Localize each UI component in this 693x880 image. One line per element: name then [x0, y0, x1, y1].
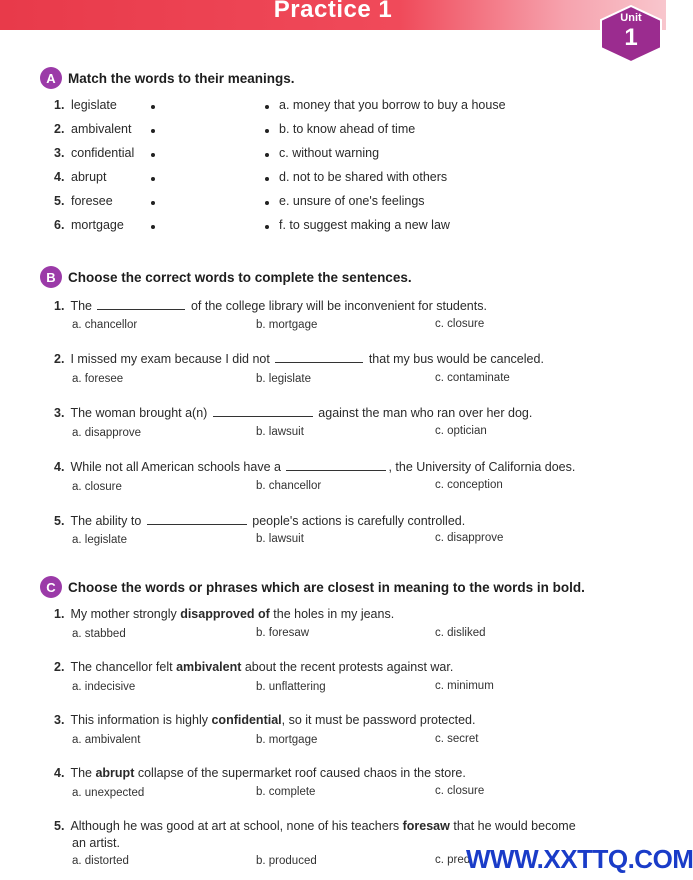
- question-text: the holes in my jeans.: [273, 607, 395, 621]
- question-text: of the college library will be inconvenient for students.: [190, 299, 487, 313]
- match-definition: c. without warning: [279, 146, 380, 160]
- option-a[interactable]: a. legislate: [72, 534, 127, 546]
- match-dot-left[interactable]: [151, 153, 155, 157]
- question-text: The: [70, 299, 92, 313]
- match-row: [0, 146, 666, 164]
- question-c5: [54, 818, 654, 835]
- unit-number: 1: [624, 24, 638, 51]
- answer-blank[interactable]: [286, 458, 386, 471]
- answer-blank[interactable]: [97, 297, 185, 310]
- match-definition: a. money that you borrow to buy a house: [279, 98, 506, 112]
- match-word: ambivalent: [71, 122, 132, 136]
- match-dot-left[interactable]: [151, 225, 155, 229]
- question-number: 1.: [54, 607, 65, 621]
- question-c5-continued: an artist.: [72, 836, 120, 850]
- bold-term: foresaw: [402, 819, 450, 833]
- question-text: My mother strongly: [70, 607, 177, 621]
- option-a[interactable]: a. foresee: [72, 373, 124, 385]
- question-b2: [54, 350, 654, 368]
- match-number: 2.: [54, 122, 65, 136]
- match-word: abrupt: [71, 170, 107, 184]
- match-number: 1.: [54, 98, 65, 112]
- question-text: that he would become: [453, 819, 576, 833]
- option-c[interactable]: c. closure: [435, 318, 485, 330]
- bold-term: disapproved of: [180, 607, 270, 621]
- match-dot-left[interactable]: [151, 201, 155, 205]
- match-dot-right[interactable]: [265, 105, 269, 109]
- option-a[interactable]: a. ambivalent: [72, 734, 141, 746]
- match-definition: e. unsure of one's feelings: [279, 194, 425, 208]
- option-a[interactable]: a. closure: [72, 481, 122, 493]
- option-c[interactable]: c. disapprove: [435, 532, 504, 544]
- match-dot-right[interactable]: [265, 153, 269, 157]
- question-number: 3.: [54, 406, 65, 420]
- option-a[interactable]: a. unexpected: [72, 787, 145, 799]
- question-number: 2.: [54, 660, 65, 674]
- match-row: [0, 122, 666, 140]
- question-number: 2.: [54, 352, 65, 366]
- option-c[interactable]: c. minimum: [435, 680, 494, 692]
- question-text: Although he was good at art at school, none of his teachers: [70, 819, 400, 833]
- section-c-instruction: Choose the words or phrases which are closest in meaning to the words in bold.: [68, 579, 585, 595]
- match-number: 4.: [54, 170, 65, 184]
- match-dot-right[interactable]: [265, 225, 269, 229]
- question-text: people's actions is carefully controlled.: [252, 514, 466, 528]
- answer-blank[interactable]: [213, 404, 313, 417]
- option-c[interactable]: c. closure: [435, 785, 485, 797]
- bold-term: abrupt: [95, 766, 135, 780]
- question-text: The ability to: [70, 514, 142, 528]
- option-c[interactable]: c. optician: [435, 425, 487, 437]
- question-b5: [54, 512, 654, 530]
- match-row: [0, 194, 666, 212]
- question-text: against the man who ran over her dog.: [318, 406, 533, 420]
- match-row: [0, 170, 666, 188]
- match-row: [0, 218, 666, 236]
- option-a[interactable]: a. stabbed: [72, 628, 126, 640]
- section-b-header: [40, 266, 412, 288]
- question-text: I missed my exam because I did not: [70, 352, 270, 366]
- section-c-letter: C: [40, 576, 62, 598]
- match-word: confidential: [71, 146, 135, 160]
- section-b-instruction: Choose the correct words to complete the sentences.: [68, 269, 412, 285]
- bold-term: ambivalent: [176, 660, 242, 674]
- answer-blank[interactable]: [275, 350, 363, 363]
- option-b[interactable]: b. foresaw: [256, 627, 310, 639]
- option-c[interactable]: c. conception: [435, 479, 503, 491]
- match-number: 6.: [54, 218, 65, 232]
- question-text: about the recent protests against war.: [244, 660, 454, 674]
- match-word: foresee: [71, 194, 113, 208]
- question-text: The: [70, 766, 92, 780]
- option-a[interactable]: a. indecisive: [72, 681, 136, 693]
- question-text: , so it must be password protected.: [281, 713, 476, 727]
- match-number: 3.: [54, 146, 65, 160]
- option-a[interactable]: a. disapprove: [72, 427, 142, 439]
- option-b[interactable]: b. mortgage: [256, 319, 318, 331]
- section-a-letter: A: [40, 67, 62, 89]
- option-b[interactable]: b. unflattering: [256, 681, 326, 693]
- match-word: legislate: [71, 98, 117, 112]
- option-b[interactable]: b. lawsuit: [256, 426, 304, 438]
- question-c4: [54, 765, 654, 782]
- question-number: 5.: [54, 514, 65, 528]
- question-text: This information is highly: [70, 713, 208, 727]
- unit-label: Unit: [620, 12, 642, 24]
- question-text: While not all American schools have a: [70, 460, 281, 474]
- section-c-header: [40, 576, 585, 598]
- section-a-header: [40, 67, 295, 89]
- option-b[interactable]: b. legislate: [256, 373, 311, 385]
- match-word: mortgage: [71, 218, 124, 232]
- watermark-text: WWW.XXTTQ.COM: [466, 844, 693, 874]
- question-text: The woman brought a(n): [70, 406, 208, 420]
- question-b1: [54, 297, 654, 315]
- question-number: 1.: [54, 299, 65, 313]
- question-number: 5.: [54, 819, 65, 833]
- question-number: 4.: [54, 766, 65, 780]
- question-number: 3.: [54, 713, 65, 727]
- unit-badge: [598, 5, 664, 63]
- answer-blank[interactable]: [147, 512, 247, 525]
- match-dot-right[interactable]: [265, 129, 269, 133]
- match-row: [0, 98, 666, 116]
- option-b[interactable]: b. complete: [256, 786, 316, 798]
- question-text: collapse of the supermarket roof caused chaos in the store.: [137, 766, 466, 780]
- section-a-instruction: Match the words to their meanings.: [68, 70, 295, 86]
- match-dot-right[interactable]: [265, 177, 269, 181]
- match-definition: f. to suggest making a new law: [279, 218, 450, 232]
- question-b4: [54, 458, 654, 476]
- question-text: The chancellor felt: [70, 660, 173, 674]
- match-dot-left[interactable]: [151, 177, 155, 181]
- question-text: that my bus would be canceled.: [368, 352, 544, 366]
- question-b3: [54, 404, 654, 422]
- option-c[interactable]: c. contaminate: [435, 372, 510, 384]
- question-number: 4.: [54, 460, 65, 474]
- option-c[interactable]: c. secret: [435, 733, 479, 745]
- page-title: Practice 1: [273, 0, 393, 23]
- option-b[interactable]: b. produced: [256, 855, 317, 867]
- question-c2: [54, 659, 654, 676]
- option-b[interactable]: b. mortgage: [256, 734, 318, 746]
- match-dot-right[interactable]: [265, 201, 269, 205]
- option-c[interactable]: c. disliked: [435, 627, 486, 639]
- match-dot-left[interactable]: [151, 129, 155, 133]
- match-number: 5.: [54, 194, 65, 208]
- bold-term: confidential: [211, 713, 282, 727]
- option-a[interactable]: a. distorted: [72, 855, 129, 867]
- option-b[interactable]: b. lawsuit: [256, 533, 304, 545]
- question-c1: [54, 606, 654, 623]
- option-c[interactable]: c. pred: [435, 854, 471, 866]
- match-dot-left[interactable]: [151, 105, 155, 109]
- question-c3: [54, 712, 654, 729]
- section-b-letter: B: [40, 266, 62, 288]
- question-text: , the University of California does.: [388, 460, 576, 474]
- option-a[interactable]: a. chancellor: [72, 319, 138, 331]
- match-definition: b. to know ahead of time: [279, 122, 416, 136]
- match-definition: d. not to be shared with others: [279, 170, 448, 184]
- option-b[interactable]: b. chancellor: [256, 480, 322, 492]
